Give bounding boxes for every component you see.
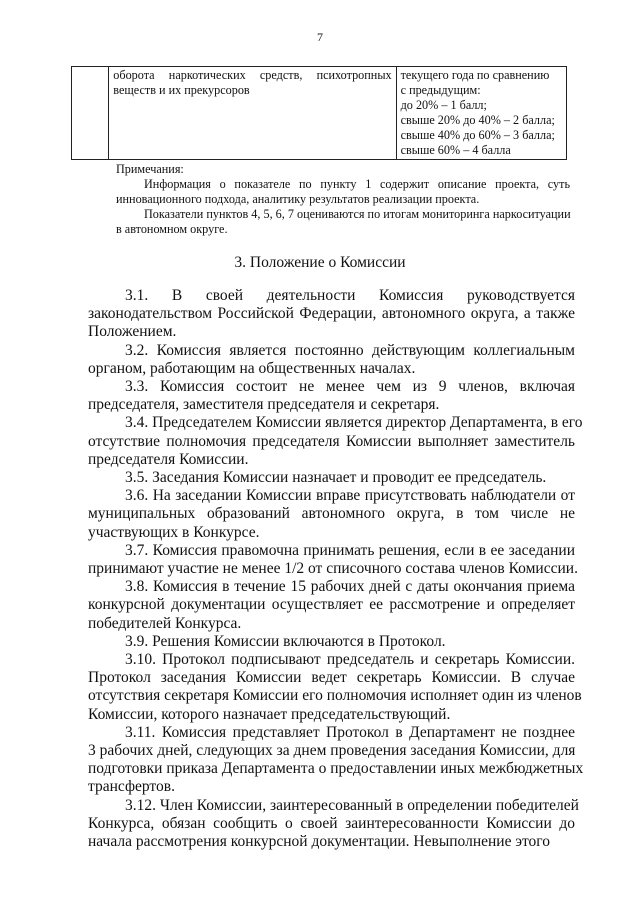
clause-3-7 <box>88 541 578 578</box>
clause-line: 3.9. Решения Комиссии включаются в Протокол. <box>125 632 446 650</box>
clause-line: 3.2. Комиссия является постоянно действующим коллегиальным <box>125 341 575 359</box>
clause-3-12 <box>88 796 579 852</box>
clause-line: участвующих в Конкурсе. <box>88 523 260 541</box>
note-line: Показатели пунктов 4, 5, 6, 7 оцениваются по итогам мониторинга наркоситуации <box>144 207 571 221</box>
clause-line: 3.7. Комиссия правомочна принимать решения, если в ее заседании <box>125 541 575 559</box>
clause-3-6 <box>88 487 575 542</box>
clause-line: 3.12. Член Комиссии, заинтересованный в определении победителей <box>125 796 579 814</box>
clause-3-4 <box>88 414 583 469</box>
table-notes <box>88 162 570 237</box>
table-cell-indicator <box>109 67 396 160</box>
clause-line: конкурсной документации осуществляет ее рассмотрение и определяет <box>88 596 575 614</box>
clause-3-8 <box>88 578 575 633</box>
clause-line: 3.4. Председателем Комиссии является директор Департамента, в его <box>125 414 583 432</box>
table-cell-scoring <box>396 67 566 160</box>
clause-3-9 <box>88 633 575 651</box>
table-cell-index <box>72 67 109 160</box>
clause-line: 3.1. В своей деятельности Комиссия руководствуется <box>125 287 575 304</box>
section-title: 3. Положение о Комиссии <box>234 254 406 271</box>
clause-3-10 <box>88 651 582 724</box>
table-cell-line: с предыдущим: <box>400 83 481 97</box>
clause-line: 3.5. Заседания Комиссии назначает и проводит ее председатель. <box>125 469 547 487</box>
table-cell-line: свыше 60% – 4 балла <box>400 143 511 157</box>
table-cell-line: текущего года по сравнению <box>400 68 550 82</box>
table-cell-line: свыше 20% до 40% – 2 балла; <box>400 113 555 127</box>
clause-line: 3.10. Протокол подписывают председатель и секретарь Комиссии. <box>125 651 575 669</box>
section-body <box>88 287 584 851</box>
note-line: в автономном округе. <box>116 222 228 236</box>
table-cell-line: до 20% – 1 балл; <box>400 98 487 112</box>
clause-line: Конкурса, обязан сообщить о своей заинтересованности Комиссии до <box>88 814 575 832</box>
clause-line: 3.11. Комиссия представляет Протокол в Департамент не позднее <box>125 723 575 741</box>
clause-3-1 <box>88 287 575 342</box>
criteria-table-continuation <box>71 66 567 160</box>
clause-line: 3 рабочих дней, следующих за днем проведения заседания Комиссии, для <box>88 742 576 760</box>
table-cell-line: веществ и их прекурсоров <box>113 83 250 97</box>
clause-line: Положением. <box>88 323 177 341</box>
clause-line: трансфертов. <box>88 778 175 796</box>
clause-3-5 <box>88 469 575 487</box>
clause-line: 3.6. На заседании Комиссии вправе присутствовать наблюдатели от <box>125 487 575 505</box>
table-cell-line: свыше 40% до 60% – 3 балла; <box>400 128 555 142</box>
clause-line: органом, работающим на общественных началах. <box>88 359 416 377</box>
clause-3-11 <box>88 723 584 797</box>
clause-3-3 <box>88 378 575 414</box>
notes-heading: Примечания: <box>116 162 184 176</box>
clause-line: подготовки приказа Департамента о предоставлении иных межбюджетных <box>88 760 584 778</box>
note-paragraph <box>88 177 570 207</box>
clause-line: отсутствие полномочия председателя Комиссии выполняет заместитель <box>88 432 575 450</box>
note-line: Информация о показателе по пункту 1 содержит описание проекта, суть <box>144 177 570 191</box>
page-number: 7 <box>317 30 323 44</box>
table-cell-line: оборота наркотических средств, психотропных <box>113 68 392 82</box>
clause-line: Комиссии, которого назначает председательствующий. <box>88 705 451 723</box>
clause-line: председателя Комиссии. <box>88 450 249 468</box>
clause-line: 3.3. Комиссия состоит не менее чем из 9 членов, включая <box>125 378 575 396</box>
clause-line: 3.8. Комиссия в течение 15 рабочих дней с даты окончания приема <box>125 578 575 596</box>
note-paragraph <box>88 207 570 237</box>
clause-3-2 <box>88 342 575 378</box>
clause-line: Протокол заседания Комиссии ведет секретарь Комиссии. В случае <box>88 669 575 687</box>
clause-line: отсутствия секретаря Комиссии его полномочия исполняет один из членов <box>88 687 582 705</box>
clause-line: законодательством Российской Федерации, автономного округа, а также <box>88 305 575 323</box>
clause-line: муниципальных образований автономного округа, в том числе не <box>88 505 575 523</box>
clause-line: победителей Конкурса. <box>88 614 242 632</box>
clause-line: начала рассмотрения конкурсной документации. Невыполнение этого <box>88 833 551 851</box>
table-row <box>72 67 567 160</box>
clause-line: председателя, заместителя председателя и секретаря. <box>88 396 440 414</box>
clause-line: принимают участие не менее 1/2 от списочного состава членов Комиссии. <box>88 560 578 578</box>
note-line: инновационного подхода, аналитику результатов реализации проекта. <box>116 192 480 206</box>
